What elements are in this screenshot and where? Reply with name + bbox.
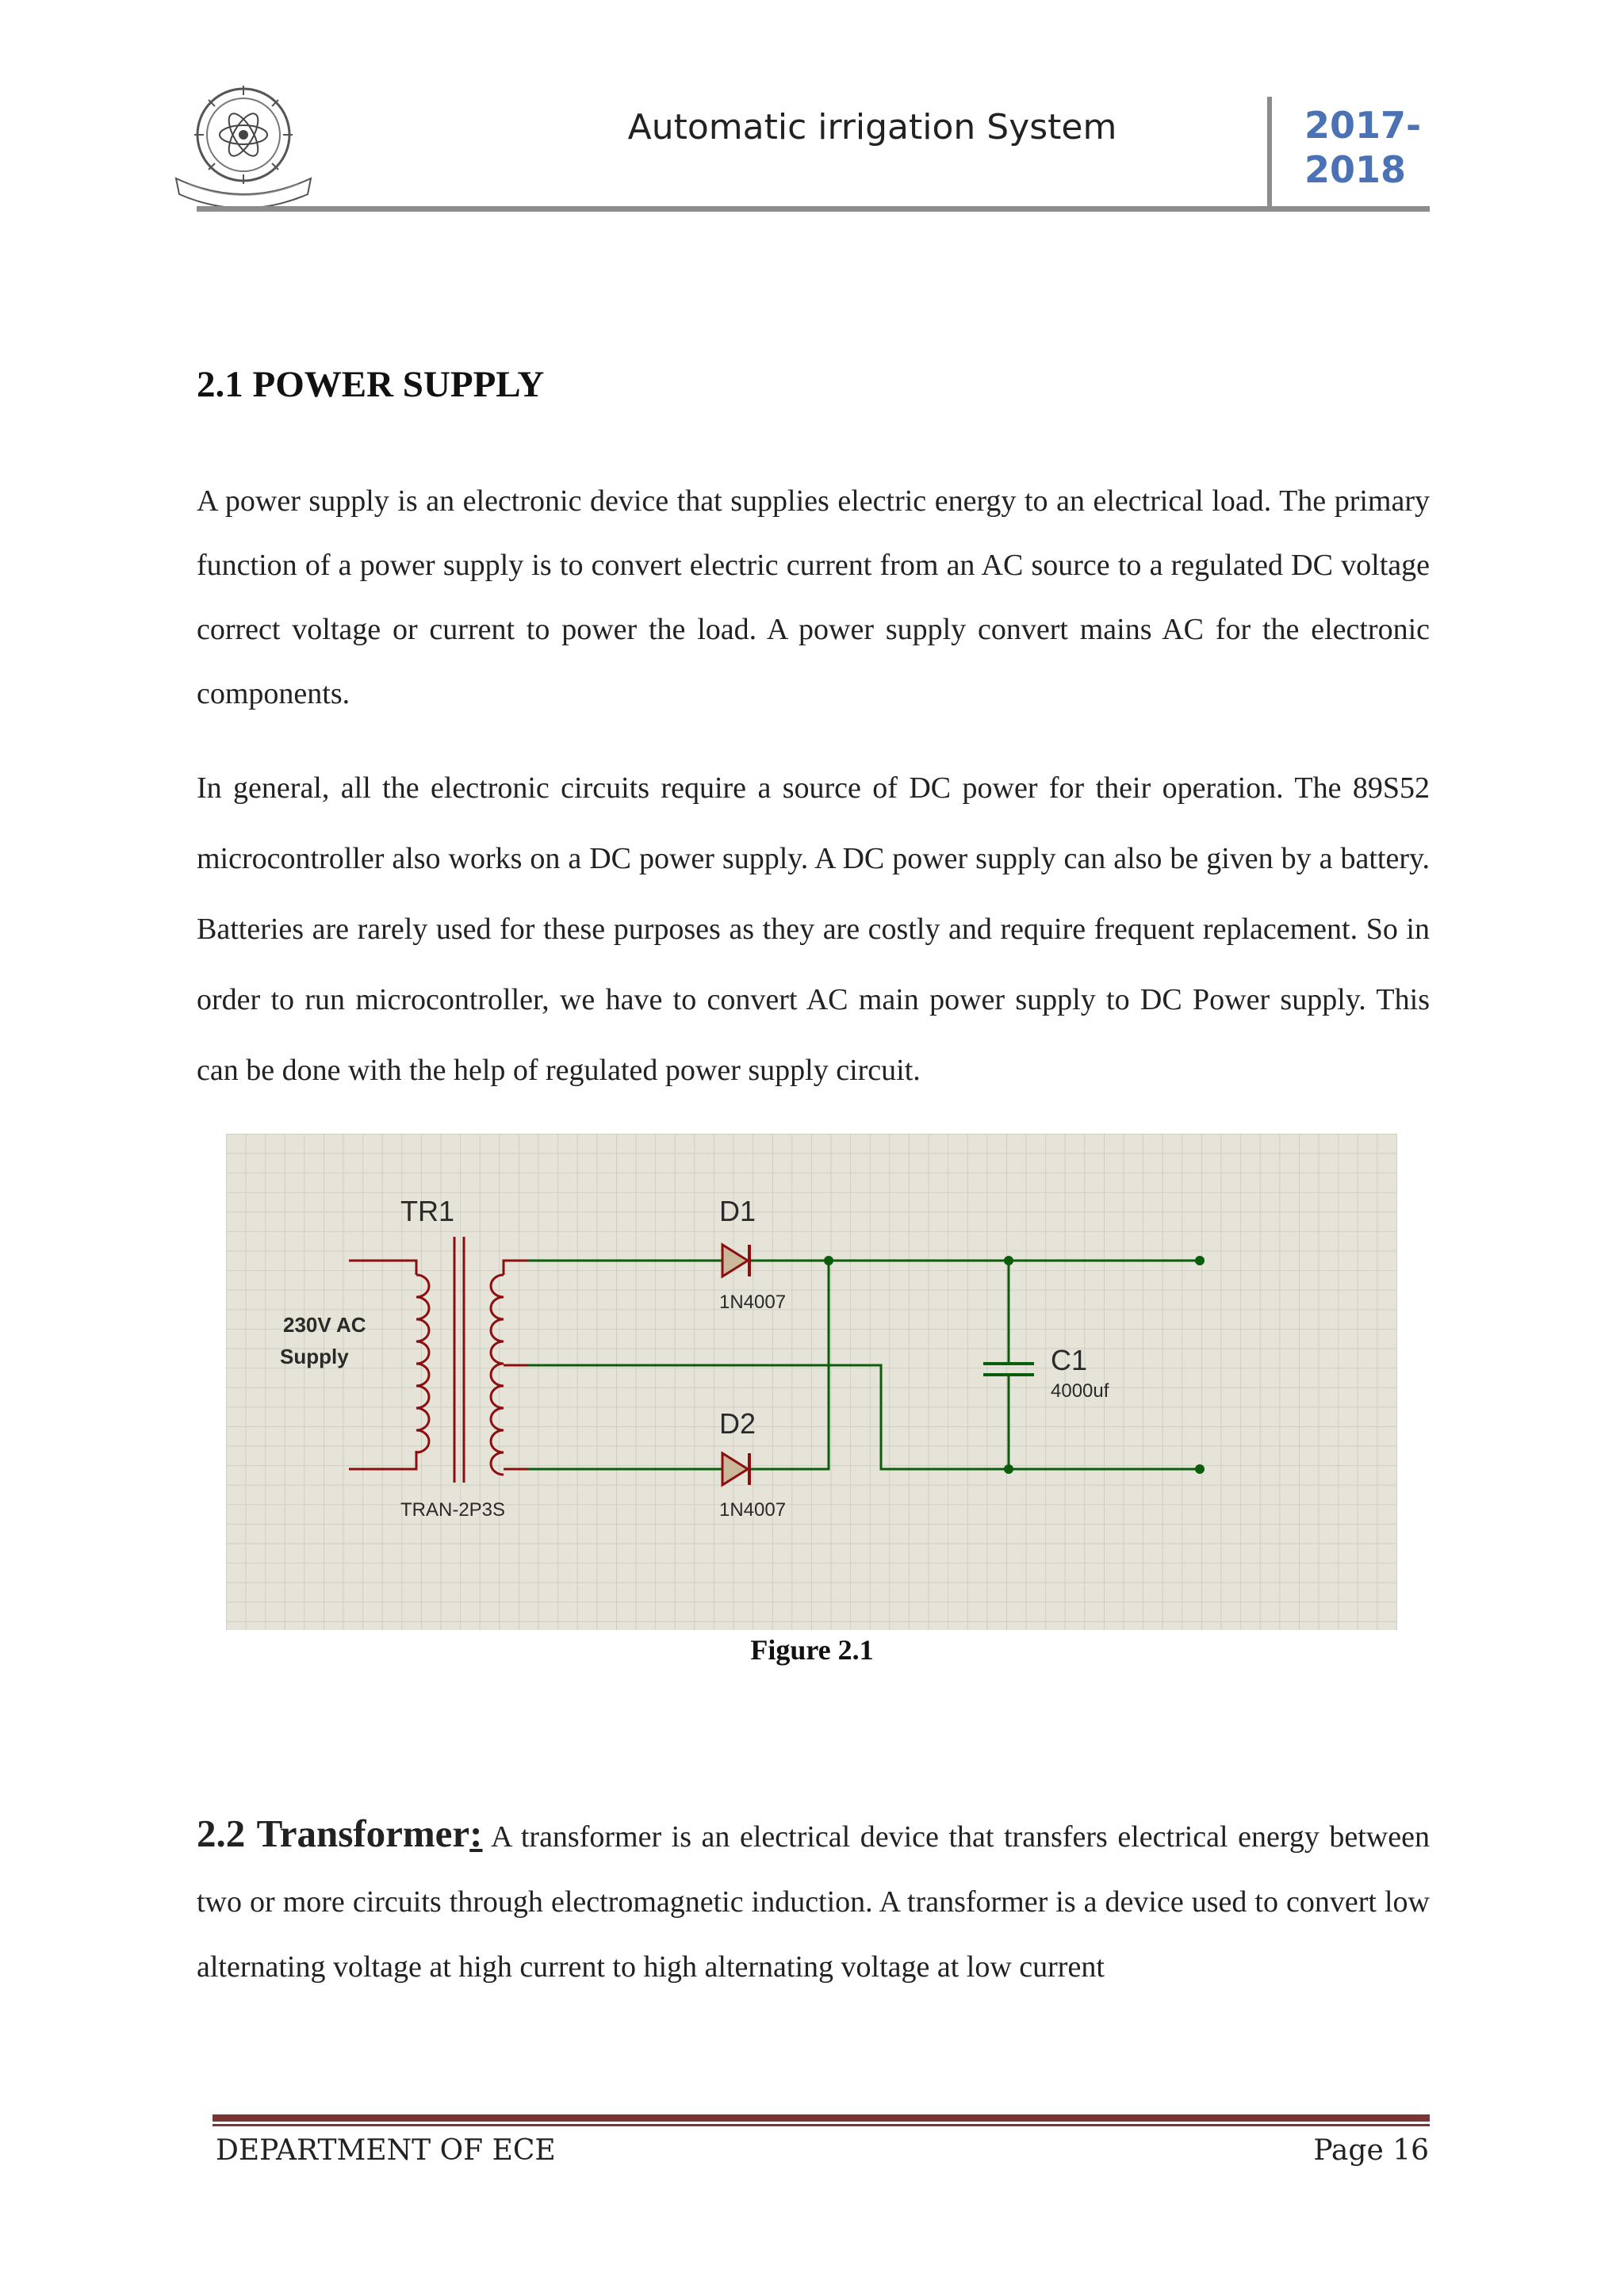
header-year-line1: 2017- (1304, 104, 1422, 147)
section-heading-power-supply: 2.1 POWER SUPPLY (197, 364, 545, 405)
header-rule (197, 206, 1430, 212)
label-supply-line1: 230V AC (283, 1313, 366, 1337)
label-tr1: TR1 (400, 1195, 455, 1227)
footer-rule-thin (213, 2124, 1430, 2126)
label-supply-line2: Supply (280, 1345, 349, 1368)
header-year-line2: 2018 (1304, 148, 1407, 191)
paragraph-transformer (197, 1801, 1430, 1999)
label-c1-value: 4000uf (1051, 1380, 1109, 1402)
label-d1: D1 (719, 1195, 756, 1227)
label-d2: D2 (719, 1407, 756, 1440)
label-c1: C1 (1051, 1344, 1088, 1376)
label-d1-model: 1N4007 (719, 1292, 787, 1313)
paragraph-dc-power-requirement: In general, all the electronic circuits require a source of DC power for their operation. The 89S52 microcontroller also works on a DC power supply. A DC power supply can also be given by a battery. Batteries are rarely used for these purposes as they are costly and require frequent replacement. So in order to run microcontroller, we have to convert AC main power supply to DC Power supply. This can be done with the help of regulated power supply circuit. (197, 771, 1430, 1087)
label-tr1-model: TRAN-2P3S (400, 1499, 506, 1521)
figure-caption: Figure 2.1 (750, 1634, 874, 1666)
header-title: Automatic irrigation System (627, 107, 1117, 147)
paragraph-power-supply-definition: A power supply is an electronic device that supplies electric energy to an electrical load. The primary function of a power supply is to convert electric current from an AC source to a regulated DC voltage correct voltage or current to power the load. A power supply convert mains AC for the electronic components. (197, 484, 1430, 710)
header-divider (1267, 97, 1272, 208)
transformer-definition-text: A transformer is an electrical device that transfers electrical energy between two or more circuits through electromagnetic induction. A transformer is a device used to convert low alternating voltage at high current to high alternating voltage at low current (197, 1820, 1430, 1984)
college-emblem-icon (160, 79, 327, 206)
section-heading-colon: : (469, 1812, 483, 1855)
footer-page-number: Page 16 (1313, 2134, 1429, 2167)
power-supply-circuit-diagram (226, 1134, 1397, 1630)
label-d2-model: 1N4007 (719, 1499, 787, 1521)
section-heading-transformer: 2.2 Transformer (197, 1812, 470, 1855)
header-year (1304, 103, 1423, 192)
footer-rule-thick (213, 2114, 1430, 2122)
footer-department: DEPARTMENT OF ECE (216, 2134, 556, 2167)
